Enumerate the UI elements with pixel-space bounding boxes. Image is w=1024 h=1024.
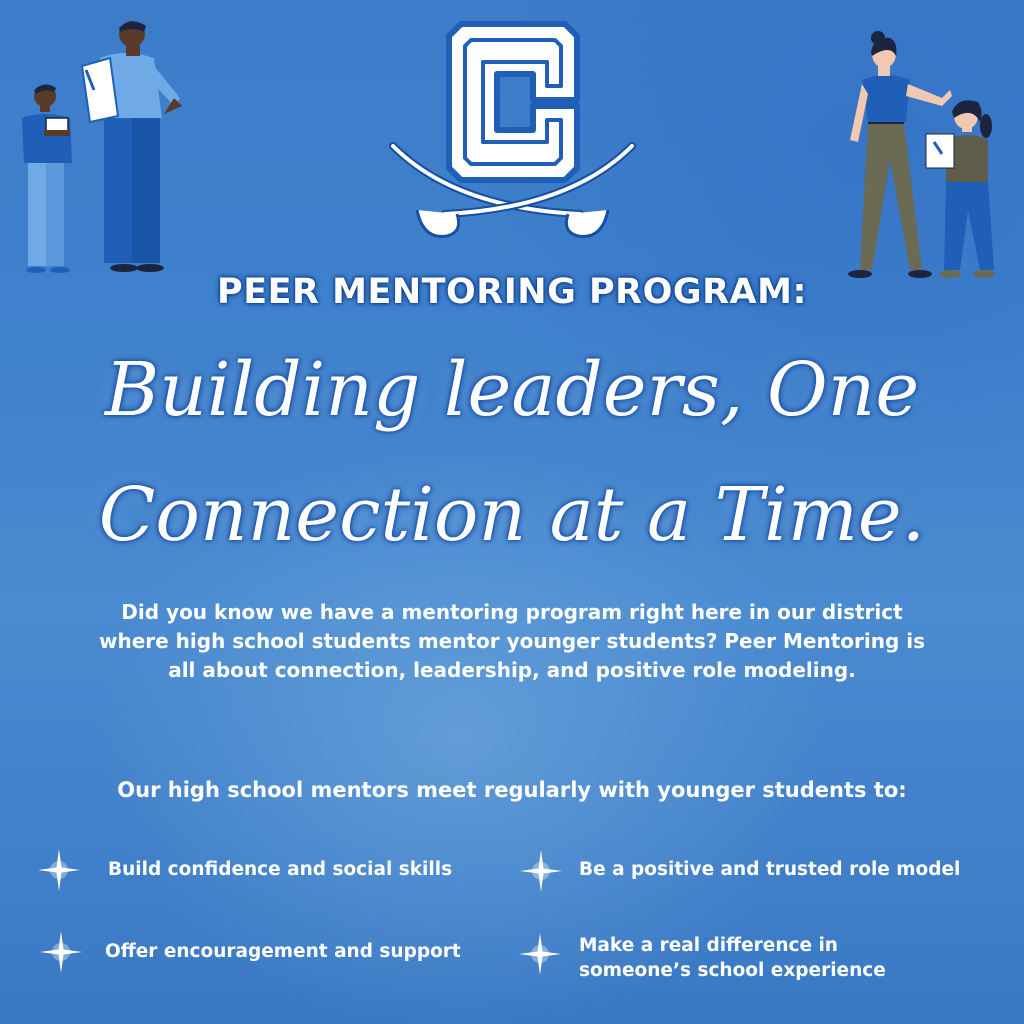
tagline-line-2: Connection at a Time. — [98, 472, 926, 558]
bullets-lead-in: Our high school mentors meet regularly with younger students to: — [117, 778, 907, 802]
sparkle-icon — [40, 931, 82, 973]
intro-paragraph: Did you know we have a mentoring program right here in our district where high school students mentor younger students? Peer Mentoring is all about connection, leadership, and positive role modeling. — [98, 600, 926, 682]
sparkle-icon — [38, 849, 80, 891]
tagline-line-1: Building leaders, One — [104, 347, 920, 433]
sparkle-icon — [519, 933, 561, 975]
bullet-item: Make a real difference in someone’s school experience — [579, 935, 886, 981]
school-c-logo — [385, 18, 640, 246]
bullet-item: Be a positive and trusted role model — [579, 859, 961, 880]
people-mentoring-illustration — [838, 30, 1008, 280]
people-reading-illustration — [14, 18, 192, 273]
bullet-item: Offer encouragement and support — [105, 941, 461, 962]
c-letter-icon — [449, 24, 577, 180]
program-heading: PEER MENTORING PROGRAM: — [217, 272, 807, 312]
sparkle-icon — [520, 850, 562, 892]
bullet-item: Build confidence and social skills — [108, 859, 453, 880]
